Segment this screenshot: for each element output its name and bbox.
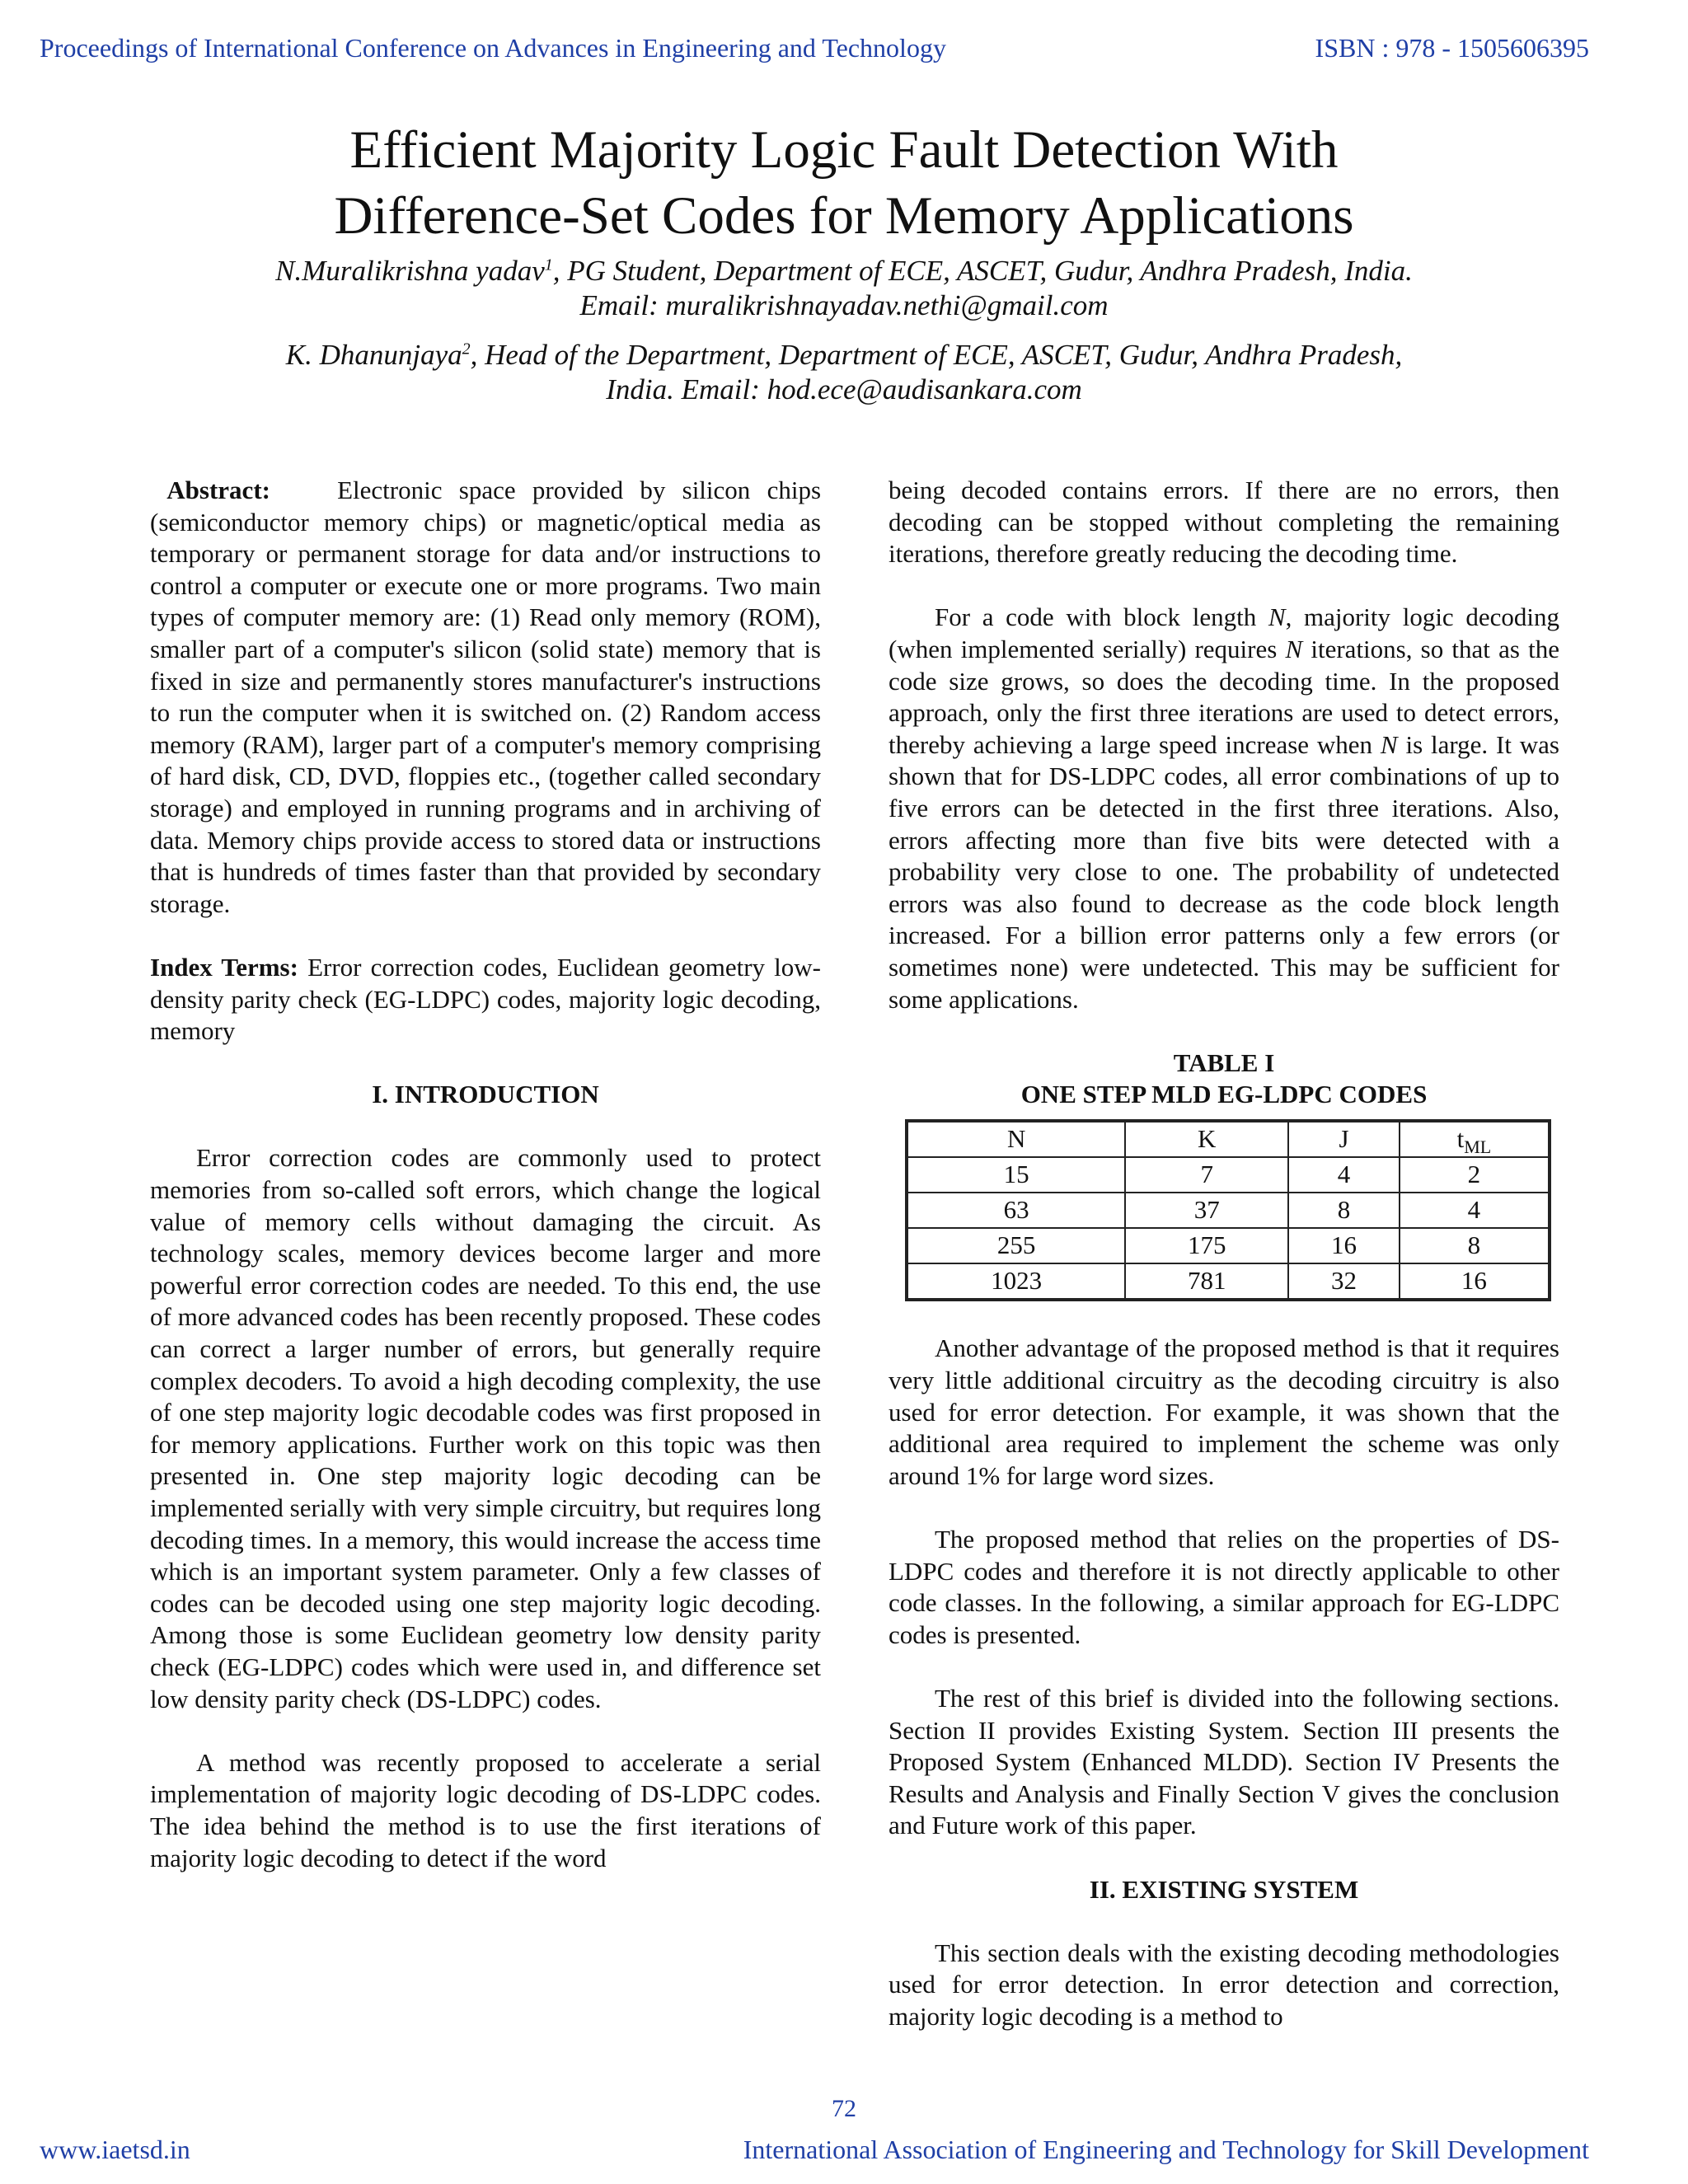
author-1-sup: 1 — [544, 255, 553, 274]
author-1-email: Email: muralikrishnayadav.nethi@gmail.com — [579, 289, 1109, 321]
author-1 — [0, 254, 1688, 323]
author-2-affiliation: , Head of the Department, Department of ECE, ASCET, Gudur, Andhra Pradesh, — [470, 339, 1403, 371]
table-cell: 7 — [1125, 1157, 1288, 1193]
p2-text-d: is large. It was shown that for DS-LDPC codes, all error combinations of up to five errors can be detected in the first three iterations. Also, errors affecting more than five bits were detected with a probability very close to one. The probability of undetected errors was also found to decrease as the code block length increased. For a billion error patterns only a few errors (or sometimes none) were undetected. This may be sufficient for some applications. — [889, 729, 1559, 1014]
authors-block — [0, 254, 1688, 422]
intro-paragraph-1: Error correction codes are commonly used to protect memories from so-called soft errors, which change the logical value of memory cells without damaging the circuit. As technology scales, memory devices become larger and more powerful error correction codes are needed. To this end, the use of more advanced codes has been recently proposed. These codes can correct a larger number of errors, but generally require complex decoders. To avoid a high decoding complexity, the use of one step majority logic decodable codes was first proposed in for memory applications. Further work on this topic was then presented in. One step majority logic decoding can be implemented serially with very simple circuitry, but requires long decoding times. In a memory, this would increase the access time which is an important system parameter. Only a few classes of codes can be decoded using one step majority logic decoding. Among those is some Euclidean geometry low density parity check (EG-LDPC) codes which were used in, and difference set low density parity check (DS-LDPC) codes. — [150, 1143, 821, 1713]
p2-var-n-1: N — [1268, 602, 1286, 632]
paper-title — [0, 117, 1688, 249]
abstract-text: Electronic space provided by silicon chips (semiconductor memory chips) or magnetic/optical media as temporary or permanent storage for data and/or instructions to control a computer or execute one or more programs. Two main types of computer memory are: (1) Read only memory (ROM), smaller part of a computer's silicon (solid state) memory that is fixed in size and permanently stores manufacturer's instructions to run the computer when it is switched on. (2) Random access memory (RAM), larger part of a computer's memory comprising of hard disk, CD, DVD, floppies etc., (together called secondary storage) and employed in running programs and in archiving of data. Memory chips provide access to stored data or instructions that is hundreds of times faster than that provided by secondary storage. — [150, 476, 822, 918]
author-2 — [0, 338, 1688, 407]
right-paragraph-5: The rest of this brief is divided into the following sections. Section II provides Existing System. Section III presents the Proposed System (Enhanced MLDD). Section IV Presents the Results and Analysis and Finally Section V gives the conclusion and Future work of this paper. — [889, 1684, 1559, 1840]
p2-text-b: , majority logic decoding (when implemented serially) requires — [889, 602, 1559, 663]
table-header-row — [907, 1121, 1550, 1157]
abstract-label: Abstract: — [166, 476, 270, 504]
right-paragraph-2 — [889, 602, 1559, 1015]
table-cell: 16 — [1400, 1263, 1550, 1300]
abstract — [150, 475, 821, 920]
p2-var-n-2: N — [1285, 634, 1303, 663]
tml-sub: ML — [1464, 1137, 1492, 1158]
table-row — [907, 1228, 1550, 1263]
title-line-2: Difference-Set Codes for Memory Applications — [334, 186, 1354, 246]
right-paragraph-4: The proposed method that relies on the properties of DS-LDPC codes and therefore it is not directly applicable to other code classes. In the following, a similar approach for EG-LDPC codes is presented. — [889, 1525, 1559, 1649]
index-terms — [150, 952, 821, 1047]
right-paragraph-6: This section deals with the existing decoding methodologies used for error detection. In error detection and correction, majority logic decoding is a method to — [889, 1938, 1559, 2031]
table-cell: 4 — [1400, 1193, 1550, 1228]
table-header-cell: J — [1288, 1121, 1400, 1157]
author-2-sup: 2 — [462, 340, 471, 359]
table-cell: 15 — [907, 1157, 1125, 1193]
p2-var-n-3: N — [1380, 729, 1398, 759]
section-heading-introduction: I. INTRODUCTION — [372, 1080, 599, 1109]
author-2-name: K. Dhanunjaya — [285, 339, 462, 371]
table-caption-title: ONE STEP MLD EG-LDPC CODES — [1020, 1080, 1428, 1109]
table-cell: 781 — [1125, 1263, 1288, 1300]
table-cell: 4 — [1288, 1157, 1400, 1193]
table-cell: 1023 — [907, 1263, 1125, 1300]
left-column — [150, 475, 821, 1874]
section-heading-existing-system: II. EXISTING SYSTEM — [1089, 1874, 1359, 1904]
table-row — [907, 1193, 1550, 1228]
table-cell: 175 — [1125, 1228, 1288, 1263]
right-column — [889, 475, 1559, 2033]
header-isbn: ISBN : 978 - 1505606395 — [1315, 33, 1589, 63]
index-terms-text: Error correction codes, Euclidean geometry low-density parity check (EG-LDPC) codes, majority logic decoding, memory — [150, 952, 822, 1046]
table-cell: 63 — [907, 1193, 1125, 1228]
table-cell: 32 — [1288, 1263, 1400, 1300]
footer-association: International Association of Engineering and Technology for Skill Development — [743, 2135, 1589, 2164]
table-cell: 8 — [1288, 1193, 1400, 1228]
table-cell: 2 — [1400, 1157, 1550, 1193]
right-paragraph-1: being decoded contains errors. If there are no errors, then decoding can be stopped without completing the remaining iterations, therefore greatly reducing the decoding time. — [889, 476, 1559, 569]
header-conference: Proceedings of International Conference on Advances in Engineering and Technology — [40, 33, 946, 63]
table-row — [907, 1263, 1550, 1300]
index-terms-label: Index Terms: — [150, 952, 298, 982]
author-1-affiliation: , PG Student, Department of ECE, ASCET, Gudur, Andhra Pradesh, India. — [552, 255, 1413, 287]
tml-t: t — [1456, 1124, 1465, 1154]
table-row — [907, 1157, 1550, 1193]
author-1-name: N.Muralikrishna yadav — [275, 255, 545, 287]
p2-text-c: iterations, so that as the code size grows, so does the decoding time. In the proposed approach, only the first three iterations are used to detect errors, thereby achieving a large speed increase when — [889, 634, 1559, 759]
right-paragraph-3: Another advantage of the proposed method is that it requires very little additional circuitry as the decoding circuitry is also used for error detection. For example, it was shown that the additional area required to implement the scheme was only around 1% for large word sizes. — [889, 1333, 1559, 1490]
table-header-cell-tml — [1400, 1121, 1550, 1157]
codes-table — [905, 1119, 1551, 1301]
table-cell: 255 — [907, 1228, 1125, 1263]
table-caption-number: TABLE I — [1173, 1047, 1275, 1077]
table-cell: 37 — [1125, 1193, 1288, 1228]
page-number: 72 — [832, 2095, 856, 2122]
table-header-cell: K — [1125, 1121, 1288, 1157]
footer-website[interactable]: www.iaetsd.in — [40, 2135, 190, 2164]
intro-paragraph-2: A method was recently proposed to accelerate a serial implementation of majority logic decoding of DS-LDPC codes. The idea behind the method is to use the first iterations of majority logic decoding to detect if the word — [150, 1747, 821, 1872]
author-2-email: India. Email: hod.ece@audisankara.com — [606, 373, 1082, 405]
table-cell: 16 — [1288, 1228, 1400, 1263]
p2-text-a: For a code with block length — [935, 602, 1268, 632]
table-cell: 8 — [1400, 1228, 1550, 1263]
table-header-cell: N — [907, 1121, 1125, 1157]
title-line-1: Efficient Majority Logic Fault Detection With — [349, 120, 1339, 180]
